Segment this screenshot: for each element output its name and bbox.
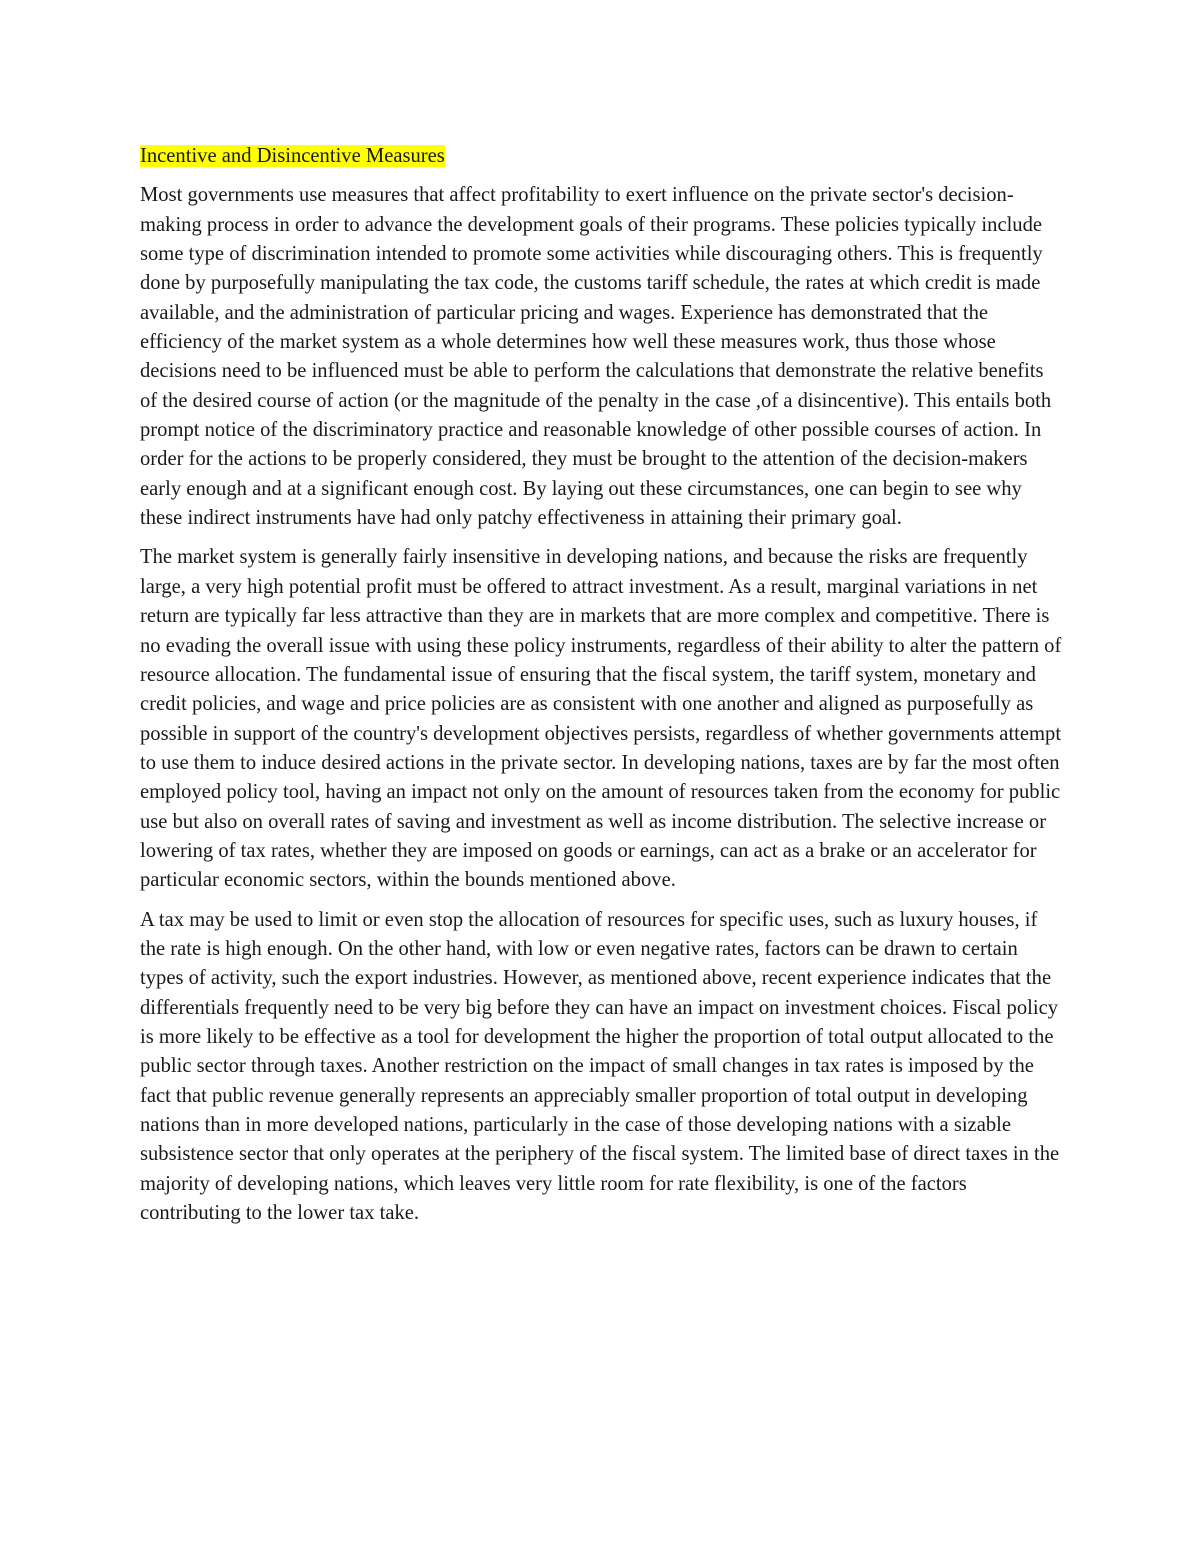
document-title	[140, 142, 1062, 171]
highlighted-title-text: Incentive and Disincentive Measures	[140, 145, 445, 167]
paragraph-2: The market system is generally fairly insensitive in developing nations, and because the risks are frequently large, a very high potential profit must be offered to attract investment. As a result, marginal variations in net return are typically far less attractive than they are in markets that are more complex and competitive. There is no evading the overall issue with using these policy instruments, regardless of their ability to alter the pattern of resource allocation. The fundamental issue of ensuring that the fiscal system, the tariff system, monetary and credit policies, and wage and price policies are as consistent with one another and aligned as purposefully as possible in support of the country's development objectives persists, regardless of whether governments attempt to use them to induce desired actions in the private sector. In developing nations, taxes are by far the most often employed policy tool, having an impact not only on the amount of resources taken from the economy for public use but also on overall rates of saving and investment as well as income distribution. The selective increase or lowering of tax rates, whether they are imposed on goods or earnings, can act as a brake or an accelerator for particular economic sectors, within the bounds mentioned above.	[140, 546, 1062, 892]
paragraph-1: Most governments use measures that affect profitability to exert influence on the private sector's decision-making process in order to advance the development goals of their programs. These policies typically include some type of discrimination intended to promote some activities while discouraging others. This is frequently done by purposefully manipulating the tax code, the customs tariff schedule, the rates at which credit is made available, and the administration of particular pricing and wages. Experience has demonstrated that the efficiency of the market system as a whole determines how well these measures work, thus those whose decisions need to be influenced must be able to perform the calculations that demonstrate the relative benefits of the desired course of action (or the magnitude of the penalty in the case ,of a disincentive). This entails both prompt notice of the discriminatory practice and reasonable knowledge of other possible courses of action. In order for the actions to be properly considered, they must be brought to the attention of the decision-makers early enough and at a significant enough cost. By laying out these circumstances, one can begin to see why these indirect instruments have had only patchy effectiveness in attaining their primary goal.	[140, 184, 1052, 530]
document-body	[140, 142, 1062, 1238]
paragraph-3: A tax may be used to limit or even stop the allocation of resources for specific uses, such as luxury houses, if the rate is high enough. On the other hand, with low or even negative rates, factors can be drawn to certain types of activity, such the export industries. However, as mentioned above, recent experience indicates that the differentials frequently need to be very big before they can have an impact on investment choices. Fiscal policy is more likely to be effective as a tool for development the higher the proportion of total output allocated to the public sector through taxes. Another restriction on the impact of small changes in tax rates is imposed by the fact that public revenue generally represents an appreciably smaller proportion of total output in developing nations than in more developed nations, particularly in the case of those developing nations with a sizable subsistence sector that only operates at the periphery of the fiscal system. The limited base of direct taxes in the majority of developing nations, which leaves very little room for rate flexibility, is one of the factors contributing to the lower tax take.	[140, 908, 1060, 1225]
